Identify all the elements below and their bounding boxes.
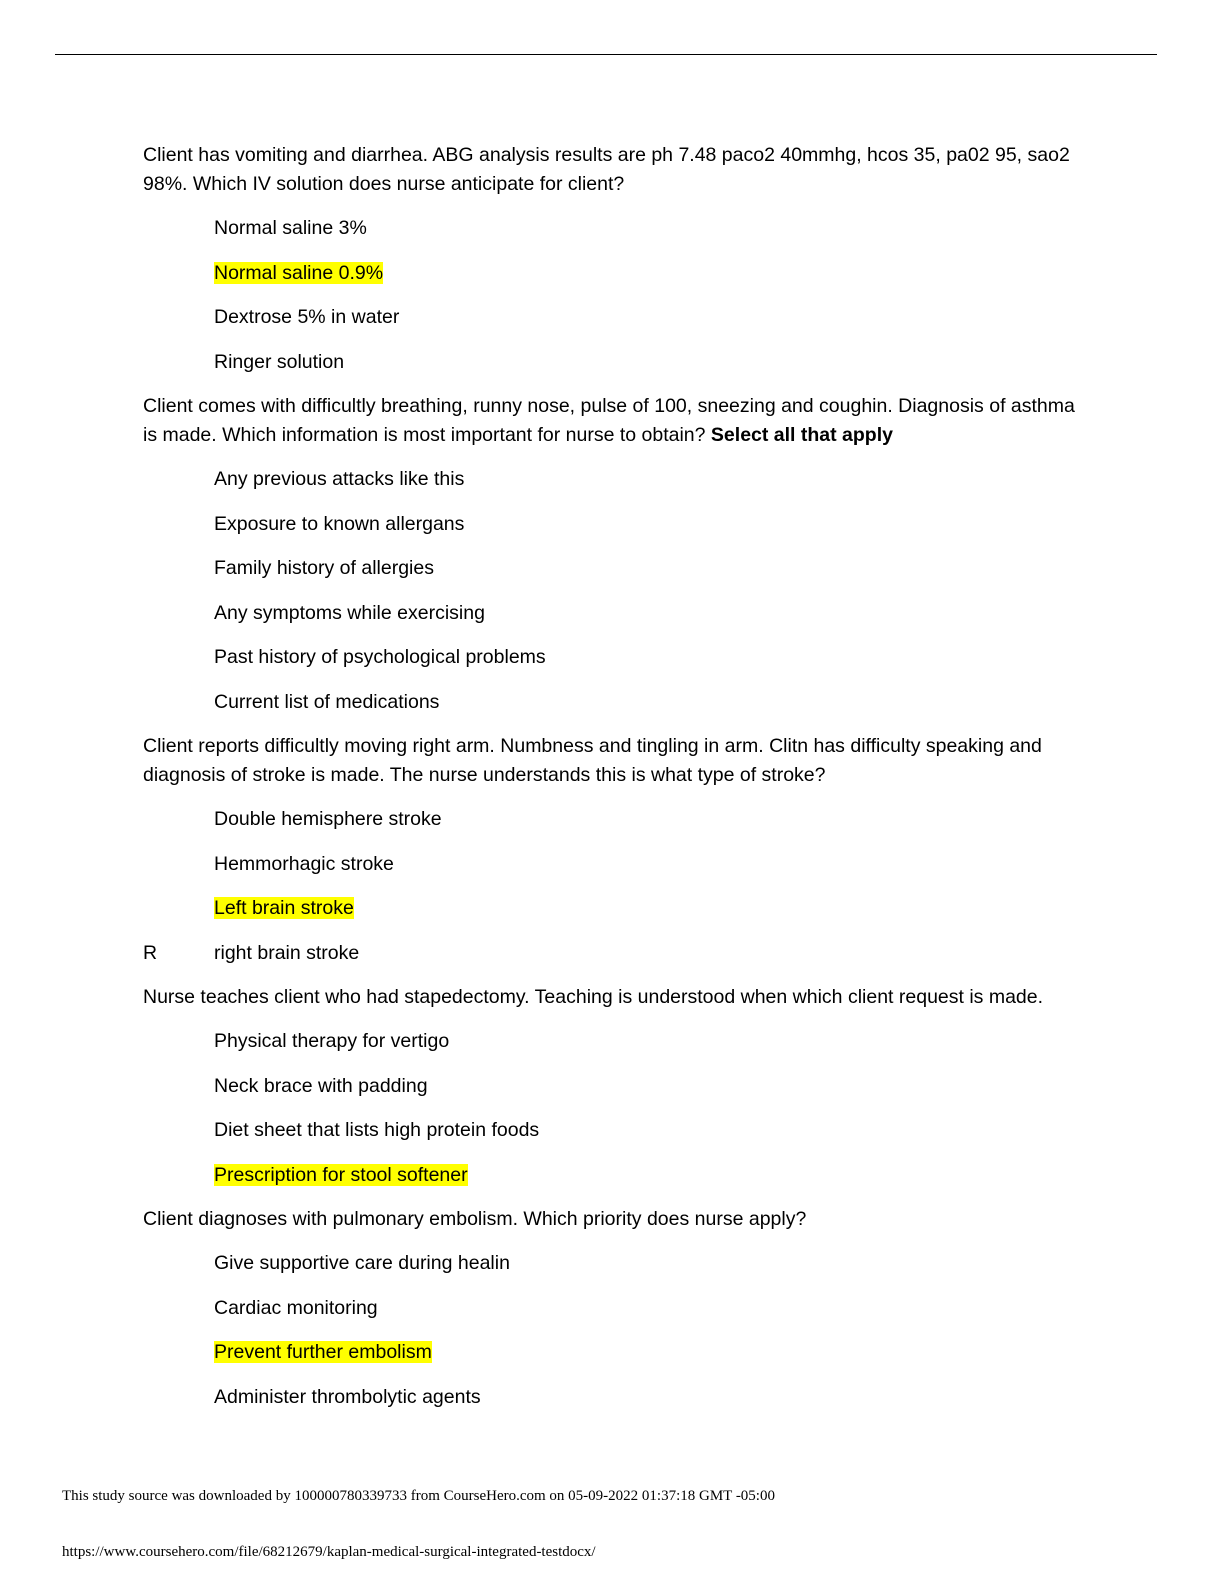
option-text: Past history of psychological problems <box>214 646 546 668</box>
answer-option <box>143 554 1083 583</box>
option-text: Prevent further embolism <box>214 1341 432 1363</box>
option-text: Dextrose 5% in water <box>214 306 400 328</box>
option-text: Exposure to known allergans <box>214 512 465 535</box>
option-text: Diet sheet that lists high protein foods <box>214 1119 540 1141</box>
answer-option <box>143 214 1083 243</box>
answer-option <box>143 510 1083 539</box>
option-text: Any previous attacks like this <box>214 468 465 490</box>
option-text: Give supportive care during healin <box>214 1252 510 1274</box>
answer-option-highlighted <box>143 894 1083 923</box>
question-emphasis: Select all that apply <box>710 424 893 446</box>
download-source-notice: This study source was downloaded by 100000780339733 from CourseHero.com on 05-09-2022 01:37:18 GMT -05:00 <box>62 1488 775 1504</box>
answer-option <box>143 1294 1083 1323</box>
answer-option <box>143 1027 1083 1056</box>
option-text: Administer thrombolytic agents <box>214 1385 481 1408</box>
option-text: Normal saline 3% <box>214 217 367 239</box>
answer-option <box>143 1072 1083 1101</box>
answer-option <box>143 465 1083 494</box>
option-text: Prescription for stool softener <box>214 1163 468 1186</box>
answer-option <box>143 1249 1083 1278</box>
answer-option-highlighted <box>143 1338 1083 1367</box>
answer-option-highlighted <box>143 1161 1083 1190</box>
option-text: Neck brace with padding <box>214 1074 428 1097</box>
question-text: Client diagnoses with pulmonary embolism. Which priority does nurse apply? <box>143 1208 807 1230</box>
question-text: Nurse teaches client who had stapedectomy. Teaching is understood when which client request is made. <box>143 986 1044 1008</box>
answer-option <box>143 688 1083 717</box>
header-divider <box>55 54 1157 55</box>
question-text: Client has vomiting and diarrhea. ABG analysis results are ph 7.48 paco2 40mmhg, hcos 35, pa02 95, sao2 98%. Which IV solution does nurse anticipate for client? <box>143 144 1070 195</box>
answer-option <box>143 1383 1083 1412</box>
answer-option <box>143 1116 1083 1145</box>
document-body <box>143 141 1083 1427</box>
option-text: Normal saline 0.9% <box>214 261 384 284</box>
question-text: Client reports difficultly moving right arm. Numbness and tingling in arm. Clitn has difficulty speaking and diagnosis of stroke is made. The nurse understands this is what type of stroke? <box>143 735 1042 786</box>
option-text: Hemmorhagic stroke <box>214 852 394 875</box>
option-text: Cardiac monitoring <box>214 1296 378 1319</box>
option-marker: R <box>143 941 158 964</box>
option-text: Physical therapy for vertigo <box>214 1030 450 1052</box>
option-text: Any symptoms while exercising <box>214 601 485 624</box>
answer-option <box>143 939 1083 968</box>
option-text: Family history of allergies <box>214 557 434 579</box>
answer-option-highlighted <box>143 259 1083 288</box>
answer-option <box>143 805 1083 834</box>
answer-option <box>143 643 1083 672</box>
option-text: Current list of medications <box>214 690 440 713</box>
option-text: Double hemisphere stroke <box>214 808 442 830</box>
option-text: Left brain stroke <box>214 897 354 919</box>
option-text: Ringer solution <box>214 350 345 373</box>
question-text: Client comes with difficultly breathing, runny nose, pulse of 100, sneezing and coughin. Diagnosis of asthma is made. Which information is most important for nurse to obtain? Select all that apply <box>143 395 1075 446</box>
answer-option <box>143 348 1083 377</box>
option-text: right brain stroke <box>214 941 360 964</box>
answer-option <box>143 850 1083 879</box>
source-url-link[interactable]: https://www.coursehero.com/file/68212679/kaplan-medical-surgical-integrated-testdocx/ <box>62 1544 596 1560</box>
answer-option <box>143 599 1083 628</box>
answer-option <box>143 303 1083 332</box>
